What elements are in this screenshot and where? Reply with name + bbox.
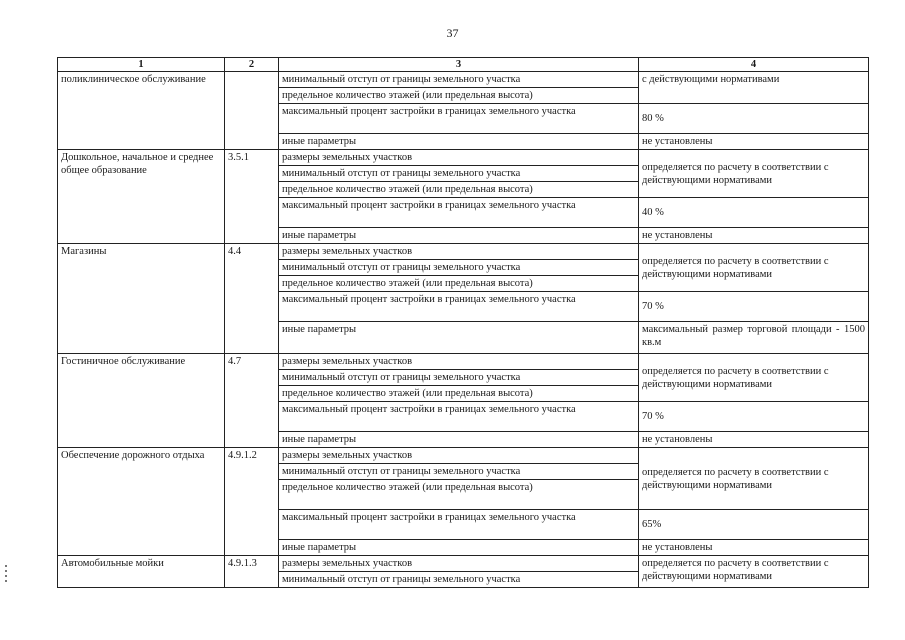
table-row	[58, 556, 869, 572]
use-type-name: Автомобильные мойки	[58, 556, 225, 588]
parameter-value: 80 %	[639, 104, 869, 134]
binding-mark	[5, 565, 7, 567]
parameter-value: определяется по расчету в соответствии с действующими нормативами	[639, 244, 869, 292]
use-type-name: Обеспечение дорожного отдыха	[58, 448, 225, 556]
header-col-4: 4	[639, 58, 869, 72]
binding-mark	[5, 575, 7, 577]
parameter-value: определяется по расчету в соответствии с действующими нормативами	[639, 556, 869, 588]
binding-marks	[5, 565, 8, 582]
binding-mark	[5, 580, 7, 582]
parameter-name: размеры земельных участков	[279, 150, 639, 166]
parameter-name: размеры земельных участков	[279, 556, 639, 572]
regulations-table	[57, 57, 869, 588]
parameter-name: минимальный отступ от границы земельного участка	[279, 166, 639, 182]
binding-mark	[5, 570, 7, 572]
use-type-code: 4.7	[225, 354, 279, 448]
parameter-name: максимальный процент застройки в границах земельного участка	[279, 198, 639, 228]
parameter-name: размеры земельных участков	[279, 354, 639, 370]
parameter-value: 70 %	[639, 402, 869, 432]
parameter-value: не установлены	[639, 432, 869, 448]
parameter-name: иные параметры	[279, 322, 639, 354]
header-row	[58, 58, 869, 72]
use-type-code	[225, 72, 279, 150]
use-type-name: поликлиническое обслуживание	[58, 72, 225, 150]
parameter-value: определяется по расчету в соответствии с действующими нормативами	[639, 448, 869, 510]
parameter-name: минимальный отступ от границы земельного участка	[279, 572, 639, 588]
use-type-code: 4.9.1.3	[225, 556, 279, 588]
parameter-name: максимальный процент застройки в границах земельного участка	[279, 292, 639, 322]
parameter-name: минимальный отступ от границы земельного участка	[279, 464, 639, 480]
parameter-name: иные параметры	[279, 228, 639, 244]
parameter-name: предельное количество этажей (или предельная высота)	[279, 276, 639, 292]
parameter-name: предельное количество этажей (или предельная высота)	[279, 480, 639, 510]
parameter-value-text: максимальный размер торговой площади - 1500 кв.м	[642, 324, 865, 348]
parameter-name: максимальный процент застройки в границах земельного участка	[279, 402, 639, 432]
parameter-name: иные параметры	[279, 134, 639, 150]
use-type-code: 3.5.1	[225, 150, 279, 244]
parameter-name: минимальный отступ от границы земельного участка	[279, 72, 639, 88]
parameter-value: определяется по расчету в соответствии с действующими нормативами	[639, 354, 869, 402]
parameter-value: определяется по расчету в соответствии с действующими нормативами	[639, 150, 869, 198]
use-type-name: Гостиничное обслуживание	[58, 354, 225, 448]
parameter-name: предельное количество этажей (или предельная высота)	[279, 182, 639, 198]
parameter-value: не установлены	[639, 134, 869, 150]
header-col-2: 2	[225, 58, 279, 72]
use-type-name: Магазины	[58, 244, 225, 354]
parameter-name: максимальный процент застройки в границах земельного участка	[279, 104, 639, 134]
parameter-name: иные параметры	[279, 540, 639, 556]
parameter-name: иные параметры	[279, 432, 639, 448]
parameter-name: предельное количество этажей (или предельная высота)	[279, 386, 639, 402]
use-type-code: 4.4	[225, 244, 279, 354]
page-number: 37	[446, 26, 459, 40]
table-row	[58, 72, 869, 88]
parameter-name: предельное количество этажей (или предельная высота)	[279, 88, 639, 104]
parameter-value: 65%	[639, 510, 869, 540]
parameter-value: 40 %	[639, 198, 869, 228]
table-row	[58, 244, 869, 260]
parameter-name: минимальный отступ от границы земельного участка	[279, 260, 639, 276]
use-type-code: 4.9.1.2	[225, 448, 279, 556]
table-row	[58, 150, 869, 166]
parameter-value: не установлены	[639, 540, 869, 556]
use-type-name: Дошкольное, начальное и среднее общее образование	[58, 150, 225, 244]
table-row	[58, 354, 869, 370]
parameter-name: минимальный отступ от границы земельного участка	[279, 370, 639, 386]
table-row	[58, 448, 869, 464]
parameter-value	[639, 322, 869, 354]
parameter-name: размеры земельных участков	[279, 448, 639, 464]
parameter-value: с действующими нормативами	[639, 72, 869, 104]
parameter-value: 70 %	[639, 292, 869, 322]
header-col-1: 1	[58, 58, 225, 72]
parameter-name: максимальный процент застройки в границах земельного участка	[279, 510, 639, 540]
parameter-value: не установлены	[639, 228, 869, 244]
header-col-3: 3	[279, 58, 639, 72]
parameter-name: размеры земельных участков	[279, 244, 639, 260]
